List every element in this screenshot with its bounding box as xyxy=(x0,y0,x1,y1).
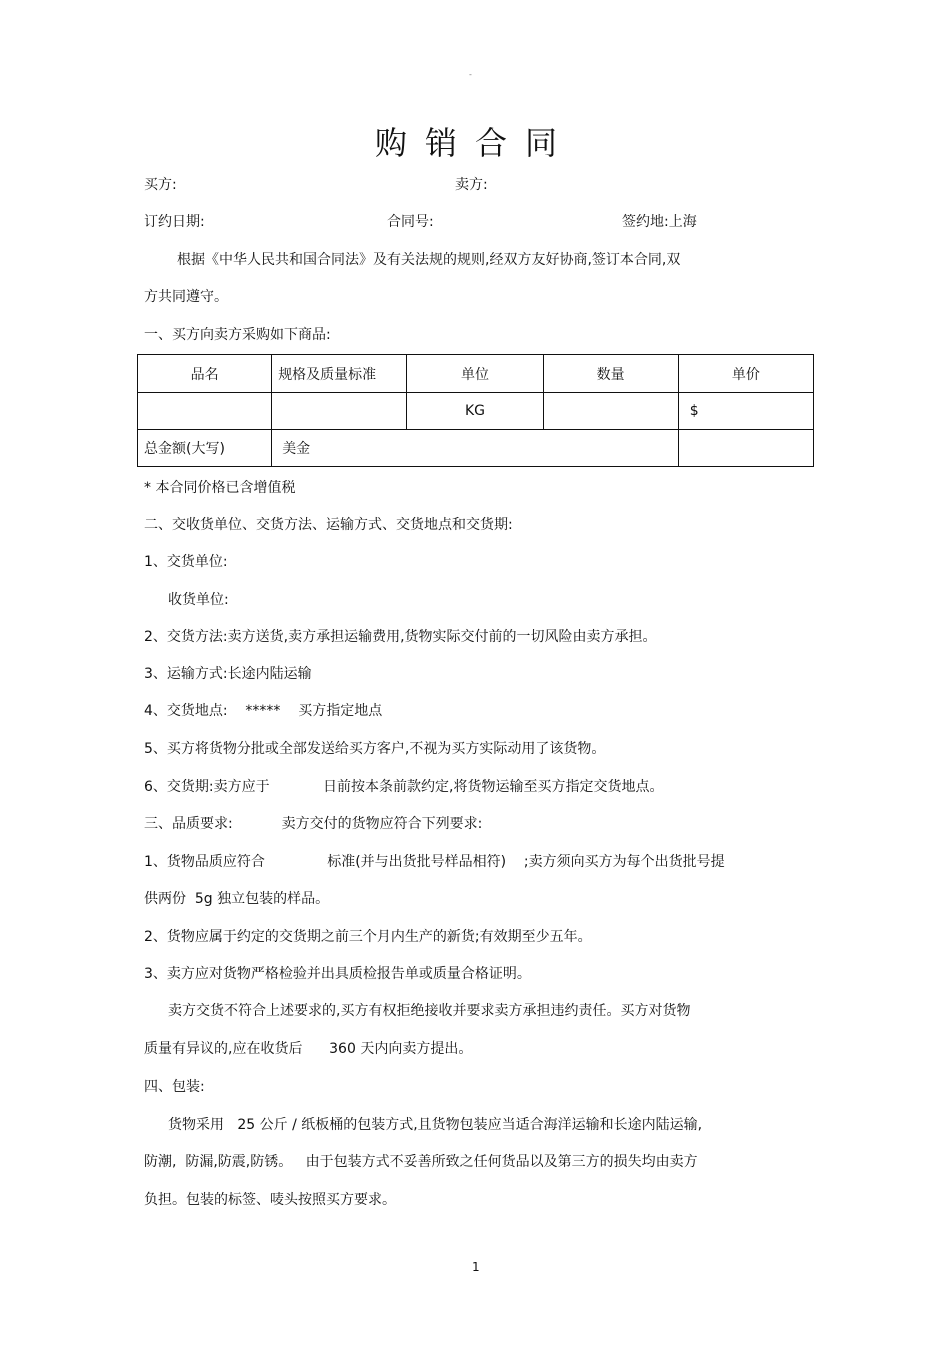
header-product-name: 品名 xyxy=(138,355,272,393)
section3-item3: 3、卖方应对货物严格检验并出具质检报告单或质量合格证明。 xyxy=(144,966,531,982)
header-mark: - xyxy=(469,70,472,79)
section4-title: 四、包装: xyxy=(144,1079,205,1095)
section3-item1-line1: 1、货物品质应符合 标准(并与出货批号样品相符) ;卖方须向买方为每个出货批号提 xyxy=(144,854,725,870)
intro-line-2: 方共同遵守。 xyxy=(144,289,228,305)
goods-table xyxy=(137,354,814,467)
section2-item: 2、交货方法:卖方送货,卖方承担运输费用,货物实际交付前的一切风险由卖方承担。 xyxy=(144,629,657,645)
cell-product-name xyxy=(138,393,272,430)
tax-note: * 本合同价格已含增值税 xyxy=(144,480,296,496)
header-spec: 规格及质量标准 xyxy=(272,355,407,393)
cell-spec xyxy=(272,393,407,430)
header-unit-price: 单价 xyxy=(678,355,813,393)
section2-item: 6、交货期:卖方应于 日前按本条前款约定,将货物运输至买方指定交货地点。 xyxy=(144,779,664,795)
total-value: 美金 xyxy=(272,430,679,467)
section2-item: 5、买方将货物分批或全部发送给买方客户,不视为买方实际动用了该货物。 xyxy=(144,741,606,757)
table-row xyxy=(138,393,814,430)
seller-label: 卖方: xyxy=(455,177,488,193)
section4-line3: 负担。包装的标签、唛头按照买方要求。 xyxy=(144,1192,396,1208)
section2-item: 收货单位: xyxy=(168,592,229,608)
contract-no-label: 合同号: xyxy=(387,214,434,230)
total-price-cell xyxy=(678,430,813,467)
section3-title: 三、品质要求: 卖方交付的货物应符合下列要求: xyxy=(144,816,483,832)
section3-para-line2: 质量有异议的,应在收货后 360 天内向卖方提出。 xyxy=(144,1041,473,1057)
cell-unit: KG xyxy=(407,393,543,430)
page-title: 购销合同 xyxy=(374,124,575,162)
page-number: 1 xyxy=(472,1260,480,1274)
cell-unit-price: $ xyxy=(678,393,813,430)
section2-item: 3、运输方式:长途内陆运输 xyxy=(144,666,312,682)
section2-item: 1、交货单位: xyxy=(144,554,228,570)
header-quantity: 数量 xyxy=(543,355,678,393)
section4-line2: 防潮, 防漏,防震,防锈。 由于包装方式不妥善所致之任何货品以及第三方的损失均由卖方 xyxy=(144,1154,698,1170)
section3-item2: 2、货物应属于约定的交货期之前三个月内生产的新货;有效期至少五年。 xyxy=(144,929,592,945)
section3-item1-line2: 供两份 5g 独立包装的样品。 xyxy=(144,891,330,907)
total-label: 总金额(大写) xyxy=(138,430,272,467)
table-header-row xyxy=(138,355,814,393)
section2-item: 4、交货地点: ***** 买方指定地点 xyxy=(144,703,383,719)
section3-para-line1: 卖方交货不符合上述要求的,买方有权拒绝接收并要求卖方承担违约责任。买方对货物 xyxy=(168,1003,691,1019)
buyer-label: 买方: xyxy=(144,177,177,193)
section2-title: 二、交收货单位、交货方法、运输方式、交货地点和交货期: xyxy=(144,517,513,533)
header-unit: 单位 xyxy=(407,355,543,393)
cell-quantity xyxy=(543,393,678,430)
section4-line1: 货物采用 25 公斤 / 纸板桶的包装方式,且货物包装应当适合海洋运输和长途内陆运输, xyxy=(168,1117,703,1133)
sign-place-label: 签约地:上海 xyxy=(622,214,697,230)
intro-line-1: 根据《中华人民共和国合同法》及有关法规的规则,经双方友好协商,签订本合同,双 xyxy=(177,252,681,268)
date-label: 订约日期: xyxy=(144,214,205,230)
section1-title: 一、买方向卖方采购如下商品: xyxy=(144,327,331,343)
table-total-row xyxy=(138,430,814,467)
